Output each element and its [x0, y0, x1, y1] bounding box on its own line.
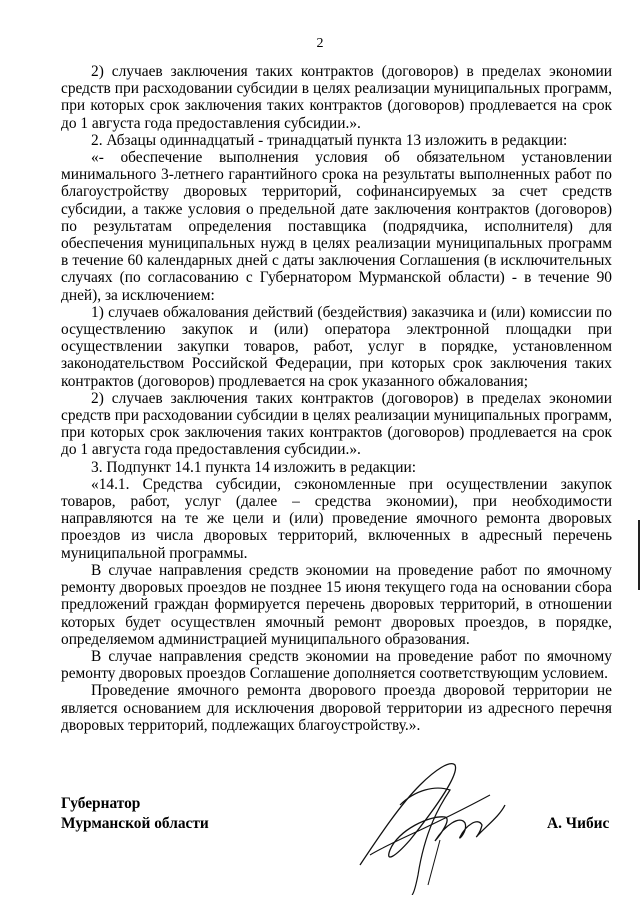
paragraph: «14.1. Средства субсидии, сэкономленные при осуществлении закупок товаров, работ, услуг (далее – средства экономии), при необходимости направляются на те же цели и (или) проведение ямочного ремонта дворовых проездов из числа дворовых территорий, включенных в адресный перечень муниципальной программы.: [61, 475, 612, 562]
signatory-name: А. Чибис: [547, 815, 610, 832]
signatory-position: [61, 794, 209, 834]
signatory-position-line: Губернатор: [61, 795, 141, 812]
paragraph: 2. Абзацы одиннадцатый - тринадцатый пункта 13 изложить в редакции:: [91, 131, 568, 149]
paragraph: 3. Подпункт 14.1 пункта 14 изложить в редакции:: [91, 458, 416, 476]
signatory-position-line: Мурманской области: [61, 815, 209, 832]
paragraph: 2) случаев заключения таких контрактов (договоров) в пределах экономии средств при расходовании субсидии в целях реализации муниципальных программ, при которых срок заключения таких контрактов (договоров) продлевается на срок до 1 августа года предоставления субсидии.».: [61, 63, 612, 132]
paragraph: «- обеспечение выполнения условия об обязательном установлении минимального 3-летнего гарантийного срока на результаты выполненных работ по благоустройству дворовых территорий, софинансируемых за счет средств субсидии, а также условия о предельной дате заключения контрактов (договоров) по результатам определения поставщика (подрядчика, исполнителя) для обеспечения муниципальных нужд в целях реализации муниципальных программ в течение 60 календарных дней с даты заключения Соглашения (в исключительных случаях (по согласованию с Губернатором Мурманской области) - в течение 90 дней), за исключением:: [61, 149, 612, 304]
document-body: [61, 63, 612, 734]
paragraph: В случае направления средств экономии на проведение работ по ямочному ремонту дворовых проездов Соглашение дополняется соответствующим условием.: [61, 647, 612, 683]
paragraph: В случае направления средств экономии на проведение работ по ямочному ремонту дворовых проездов не позднее 15 июня текущего года на основании сбора предложений граждан формируется перечень дворовых территорий, в отношении которых будет осуществлен ямочный ремонт дворовых проездов, в порядке, определяемом администрацией муниципального образования.: [61, 561, 612, 648]
handwritten-signature: [340, 745, 510, 895]
page-number: 2: [316, 36, 324, 51]
paragraph: Проведение ямочного ремонта дворового проезда дворовой территории не является основанием для исключения дворовой территории из адресного перечня дворовых территорий, подлежащих благоустройству.».: [61, 682, 612, 734]
paragraph: 1) случаев обжалования действий (бездействия) заказчика и (или) комиссии по осуществлению закупок и (или) оператора электронной площадки при осуществлении закупки товаров, работ, услуг в порядке, установленном законодательством Российской Федерации, при которых срок заключения таких контрактов (договоров) продлевается на срок указанного обжалования;: [61, 303, 612, 390]
paragraph: 2) случаев заключения таких контрактов (договоров) в пределах экономии средств при расходовании субсидии в целях реализации муниципальных программ, при которых срок заключения таких контрактов (договоров) продлевается на срок до 1 августа года предоставления субсидии.».: [61, 389, 612, 459]
